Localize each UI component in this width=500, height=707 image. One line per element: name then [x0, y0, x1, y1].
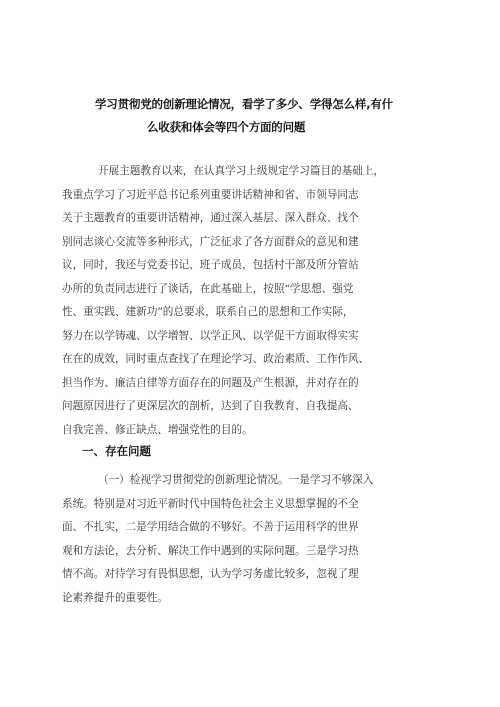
intro-paragraph — [62, 160, 442, 442]
section1-line: 面、不扎实，二是学用结合做的不够好。不善于运用科学的世界 — [62, 521, 359, 533]
section1-line: 系统。特别是对习近平新时代中国特色社会主义思想掌握的不全 — [62, 497, 359, 510]
title-line-2: 么收获和体会等四个方面的问题 — [147, 120, 306, 134]
intro-line: 性、重实践、建新功”的总要求，联系自己的思想和工作实际， — [62, 306, 354, 318]
section1-line: 论素养提升的重要性。 — [62, 591, 168, 604]
section1-line: 情不高。对待学习有畏惧思想，认为学习务虚比较多，忽视了理 — [62, 568, 359, 580]
section-heading-problems: 一、存在问题 — [82, 444, 151, 458]
intro-line: 关于主题教育的重要讲话精神，通过深入基层、深入群众、找个 — [62, 212, 359, 224]
intro-line: 开展主题教育以来，在认真学习上级规定学习篇目的基础上， — [98, 165, 385, 177]
section1-line: （一）检视学习贯彻党的创新理论情况。一是学习不够深入 — [98, 474, 374, 486]
section1-line: 观和方法论，去分析、解决工作中遇到的实际问题。三是学习热 — [62, 544, 359, 557]
intro-line: 我重点学习了习近平总书记系列重要讲话精神和省、市领导同志 — [62, 188, 359, 201]
intro-line: 自我完善、修正缺点、增强党性的目的。 — [62, 423, 253, 436]
intro-line: 议，同时，我还与党委书记、班子成员，包括村干部及所分管站 — [62, 259, 359, 271]
intro-line: 努力在以学铸魂、以学增智、以学正风、以学促干方面取得实实 — [62, 329, 359, 342]
title-line-1: 学习贯彻党的创新理论情况，看学了多少、学得怎么样,有什 — [95, 97, 393, 111]
intro-line: 担当作为、廉洁自律等方面存在的问题及产生根源，并对存在的 — [62, 376, 359, 389]
intro-line: 在在的成效，同时重点查找了在理论学习、政治素质、工作作风、 — [62, 353, 370, 365]
intro-line: 办所的负责同志进行了谈话，在此基础上，按照“学思想、强党 — [62, 282, 354, 295]
section1-paragraph — [62, 469, 442, 610]
intro-line: 问题原因进行了更深层次的剖析，达到了自我教育、自我提高、 — [62, 400, 359, 412]
intro-line: 别同志谈心交流等多种形式，广泛征求了各方面群众的意见和建 — [62, 235, 359, 248]
document-title — [95, 93, 435, 139]
